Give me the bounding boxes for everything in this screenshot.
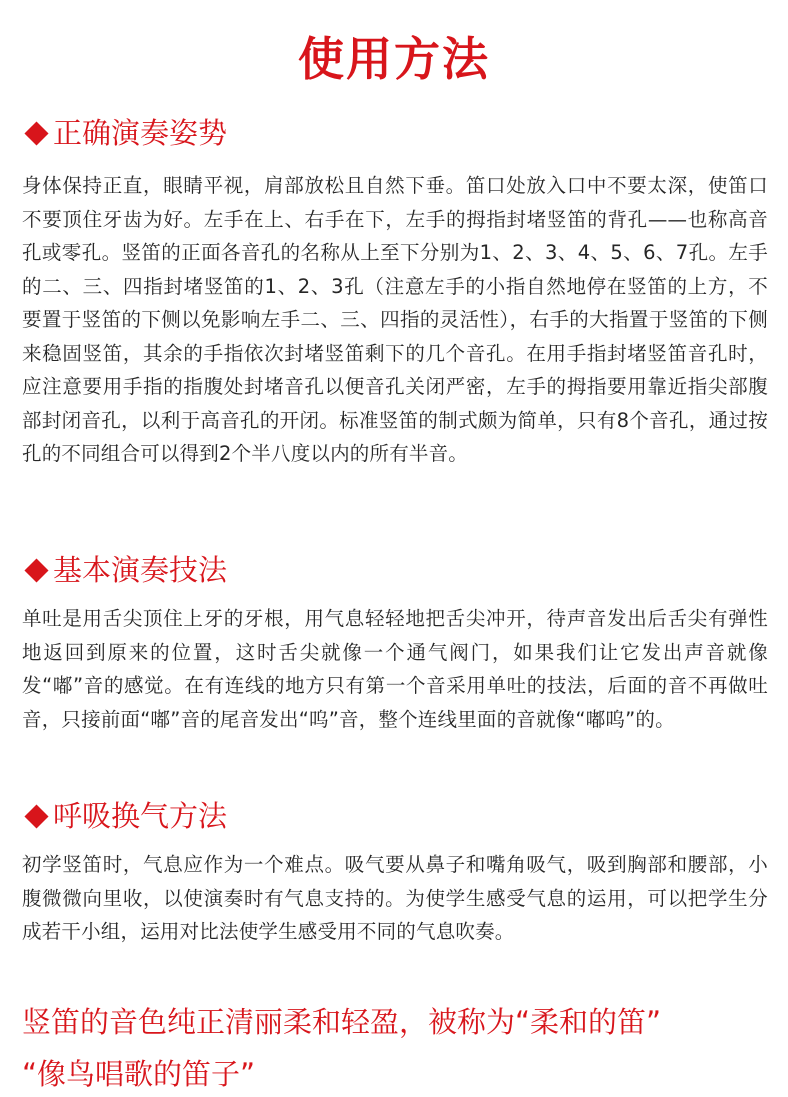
section-heading-label: 基本演奏技法 <box>53 553 228 587</box>
diamond-bullet-icon <box>24 121 48 145</box>
diamond-bullet-icon <box>24 804 48 828</box>
section-body-technique: 单吐是用舌尖顶住上牙的牙根，用气息轻轻地把舌尖冲开，待声音发出后舌尖有弹性地返回到原来的位置，这时舌尖就像一个通气阀门，如果我们让它发出声音就像发“嘟”音的感觉。在有连线的地方只有第一个音采用单吐的技法，后面的音不再做吐音，只接前面“嘟”音的尾音发出“呜”音，整个连线里面的音就像“嘟呜”的。 <box>22 607 768 731</box>
section-heading-posture <box>22 113 227 153</box>
diamond-bullet-icon <box>24 558 48 582</box>
tagline-line-1: 竖笛的音色纯正清丽柔和轻盈，被称为“柔和的笛” <box>22 1005 662 1039</box>
section-heading-technique <box>22 550 227 590</box>
page-title: 使用方法 <box>298 32 490 86</box>
section-body-breathing: 初学竖笛时，气息应作为一个难点。吸气要从鼻子和嘴角吸气，吸到胸部和腰部，小腹微微向里收，以使演奏时有气息支持的。为使学生感受气息的运用，可以把学生分成若干小组，运用对比法使学生感受用不同的气息吹奏。 <box>22 853 768 943</box>
section-heading-breathing <box>22 796 227 836</box>
tagline-line-2: “像鸟唱歌的笛子” <box>22 1057 256 1091</box>
section-body-posture: 身体保持正直，眼睛平视，肩部放松且自然下垂。笛口处放入口中不要太深，使笛口不要顶住牙齿为好。左手在上、右手在下，左手的拇指封堵竖笛的背孔——也称高音孔或零孔。竖笛的正面各音孔的名称从上至下分别为1、2、3、4、5、6、7孔。左手的二、三、四指封堵竖笛的1、2、3孔（注意左手的小指自然地停在竖笛的上方，不要置于竖笛的下侧以免影响左手二、三、四指的灵活性），右手的大指置于竖笛的下侧来稳固竖笛，其余的手指依次封堵竖笛剩下的几个音孔。在用手指封堵竖笛音孔时，应注意要用手指的指腹处封堵音孔以便音孔关闭严密，左手的拇指要用靠近指尖部腹部封闭音孔，以利于高音孔的开闭。标准竖笛的制式颇为简单，只有8个音孔，通过按孔的不同组合可以得到2个半八度以内的所有半音。 <box>22 174 768 465</box>
section-heading-label: 正确演奏姿势 <box>53 116 228 150</box>
section-heading-label: 呼吸换气方法 <box>53 799 228 833</box>
